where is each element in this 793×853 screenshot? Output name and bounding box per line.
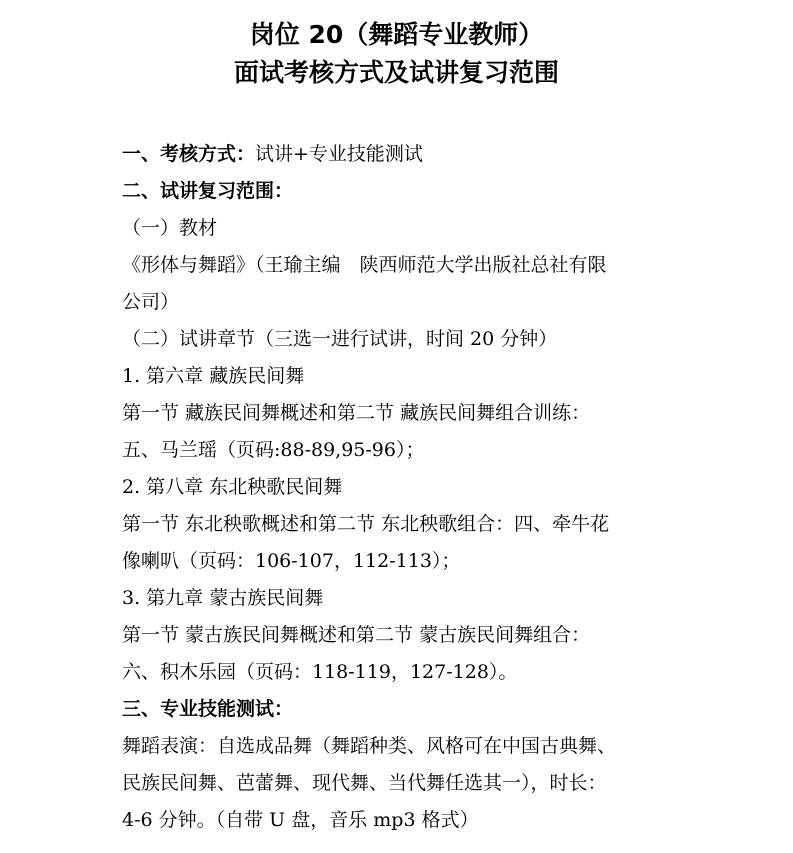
- chapter-2-heading: 2. 第八章 东北秧歌民间舞: [122, 476, 343, 498]
- textbook-line-2: 公司）: [122, 291, 180, 313]
- section-3-line-2: 民族民间舞、芭蕾舞、现代舞、当代舞任选其一），时长：: [122, 772, 607, 794]
- chapter-2-line-1: 第一节 东北秧歌概述和第二节 东北秧歌组合：四、牵牛花: [122, 513, 610, 535]
- chapter-1-heading: 1. 第六章 藏族民间舞: [122, 365, 305, 387]
- section-3-line-3: 4-6 分钟。（自带 U 盘，音乐 mp3 格式）: [122, 809, 479, 831]
- document-body: [122, 136, 692, 839]
- chapter-1-line-1: 第一节 藏族民间舞概述和第二节 藏族民间舞组合训练：: [122, 402, 591, 424]
- section-1-value: 试讲+专业技能测试: [255, 143, 423, 165]
- chapter-3-line-1: 第一节 蒙古族民间舞概述和第二节 蒙古族民间舞组合：: [122, 624, 591, 646]
- section-3-label: 三、专业技能测试：: [122, 698, 294, 720]
- chapters-subtitle: （二）试讲章节（三选一进行试讲，时间 20 分钟）: [122, 328, 558, 350]
- title-line-1: 岗位 20（舞蹈专业教师）: [249, 20, 544, 49]
- chapter-3-line-2: 六、积木乐园（页码：118-119，127-128）。: [122, 661, 518, 683]
- section-2-label: 二、试讲复习范围：: [122, 180, 294, 202]
- section-1-label: 一、考核方式：: [122, 143, 256, 165]
- section-3-line-1: 舞蹈表演：自选成品舞（舞蹈种类、风格可在中国古典舞、: [122, 735, 617, 757]
- chapter-1-line-2: 五、马兰瑶（页码:88-89,95-96）；: [122, 439, 425, 461]
- textbook-line-1: 《形体与舞蹈》（王瑜主编 陕西师范大学出版社总社有限: [122, 254, 607, 276]
- chapter-3-heading: 3. 第九章 蒙古族民间舞: [122, 587, 324, 609]
- chapter-2-line-2: 像喇叭（页码：106-107，112-113）；: [122, 550, 461, 572]
- textbook-subtitle: （一）教材: [122, 217, 218, 239]
- title-line-2: 面试考核方式及试讲复习范围: [233, 58, 559, 87]
- section-1: [122, 136, 692, 173]
